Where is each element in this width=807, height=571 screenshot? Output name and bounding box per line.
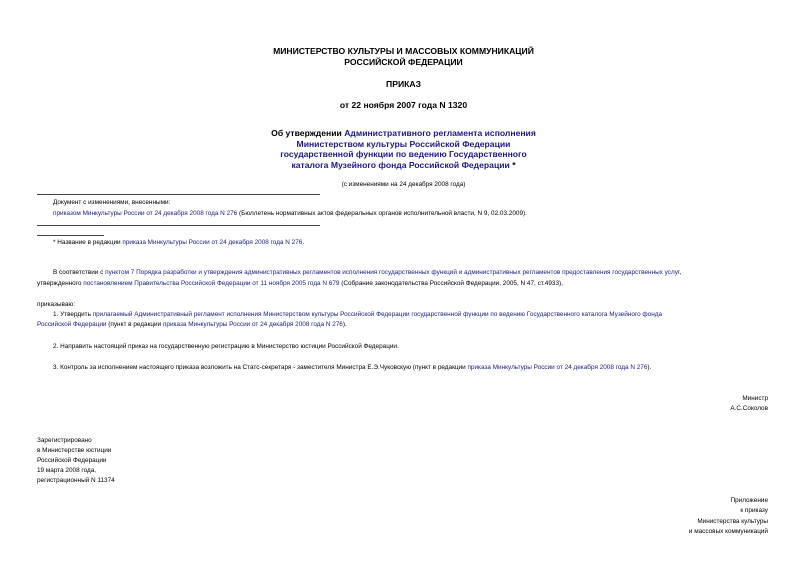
footnote-divider — [37, 235, 104, 236]
appendix-line-3: Министерства культуры — [697, 518, 768, 525]
title-suffix: * — [509, 159, 516, 170]
title-line-1 — [0, 128, 807, 139]
item-1-start: 1. Утвердить — [53, 311, 93, 318]
title-line-3[interactable]: государственной функции по ведению Государственного — [280, 149, 527, 159]
footnote-link[interactable]: приказа Минкультуры России от 24 декабря 2008 года N 276 — [122, 239, 303, 246]
appendix-line-2: к приказу — [740, 507, 768, 514]
footnote-prefix: * Название в редакции — [53, 239, 123, 246]
preamble-mid: , — [679, 269, 682, 276]
item-1-line2-mid: (пункт в редакции — [106, 321, 163, 328]
changes-label: Документ с изменениями, внесенными: — [53, 199, 171, 206]
order-word: приказываю: — [37, 301, 75, 308]
item-1-line-1 — [53, 311, 768, 319]
title-line-4-link[interactable]: каталога Музейного фонда Российской Федерации — [291, 159, 510, 170]
doc-type: ПРИКАЗ — [386, 79, 421, 89]
item-1-line2-link[interactable]: Российской Федерации — [37, 321, 107, 328]
item-3-link[interactable]: приказа Минкультуры России от 24 декабря 2008 года N 276 — [467, 364, 648, 371]
ministry-line-1: МИНИСТЕРСТВО КУЛЬТУРЫ И МАССОВЫХ КОММУНИКАЦИЙ — [273, 46, 534, 56]
registration-line-3: Российской Федерации — [37, 457, 107, 464]
title-prefix: Об утверждении — [271, 128, 345, 138]
footnote — [53, 239, 304, 247]
signature-name: А.С.Соколов — [730, 405, 768, 412]
item-1-amend-link[interactable]: приказа Минкультуры России от 24 декабря 2008 года N 276 — [162, 321, 343, 328]
appendix-line-1: Приложение — [730, 497, 768, 504]
item-1-link[interactable]: прилагаемый Административный регламент исполнения Министерством культуры Российской Федерации государственной функции по ведению Государственного каталога Музейного фонда — [92, 311, 663, 318]
preamble-start: В соответствии с — [53, 269, 106, 276]
registration-line-4: 19 марта 2008 года, — [37, 467, 97, 474]
signature-position: Министр — [742, 395, 768, 402]
doc-date: от 22 ноября 2007 года N 1320 — [339, 100, 468, 110]
item-3-start: 3. Контроль за исполнением настоящего приказа возложить на Статс-секретаря - заместителя Министра Е.Э.Чуковскую (пункт в редакции — [53, 364, 468, 371]
changes-entry — [53, 210, 527, 218]
preamble-line-1 — [53, 269, 681, 277]
changes-note: (с изменениями на 24 декабря 2008 года) — [341, 181, 466, 188]
preamble-decree-link[interactable]: постановлением Правительства Российской Федерации от 11 ноября 2005 года N 679 — [83, 280, 340, 287]
preamble-line2-end: (Собрание законодательства Российской Федерации, 2005, N 47, ст.4933), — [339, 280, 563, 287]
item-3-end: ). — [647, 364, 652, 371]
item-1-line2-end: ). — [342, 321, 347, 328]
appendix-line-4: и массовых коммуникаций — [688, 528, 768, 535]
title-line-4 — [0, 160, 807, 171]
title-link[interactable]: Административного регламента исполнения — [344, 128, 536, 138]
preamble-line-2 — [37, 280, 563, 288]
footnote-suffix: . — [302, 239, 305, 246]
divider-top — [37, 194, 320, 195]
title-line-2[interactable]: Министерством культуры Российской Федерации — [296, 138, 511, 149]
item-2: 2. Направить настоящий приказ на государственную регистрацию в Министерство юстиции Российской Федерации. — [53, 343, 399, 350]
preamble-line2-start: утвержденного — [37, 280, 84, 287]
preamble-link[interactable]: пунктом 7 Порядка разработки и утверждения административных регламентов исполнения государственных функций и административных регламентов предоставления государственных услуг — [105, 269, 680, 276]
changes-rest: (Бюллетень нормативных актов федеральных органов исполнительной власти, N 9, 02.03.2009). — [237, 210, 527, 217]
divider-bottom — [37, 225, 320, 226]
registration-line-1: Зарегистрировано — [37, 437, 92, 444]
registration-line-2: в Министерстве юстиции — [37, 447, 112, 454]
registration-line-5: регистрационный N 11374 — [37, 477, 115, 484]
item-3 — [53, 364, 651, 372]
ministry-line-2: РОССИЙСКОЙ ФЕДЕРАЦИИ — [344, 57, 463, 67]
changes-link[interactable]: приказом Минкультуры России от 24 декабря 2008 года N 276 — [53, 210, 238, 217]
item-1-line-2 — [37, 321, 347, 329]
